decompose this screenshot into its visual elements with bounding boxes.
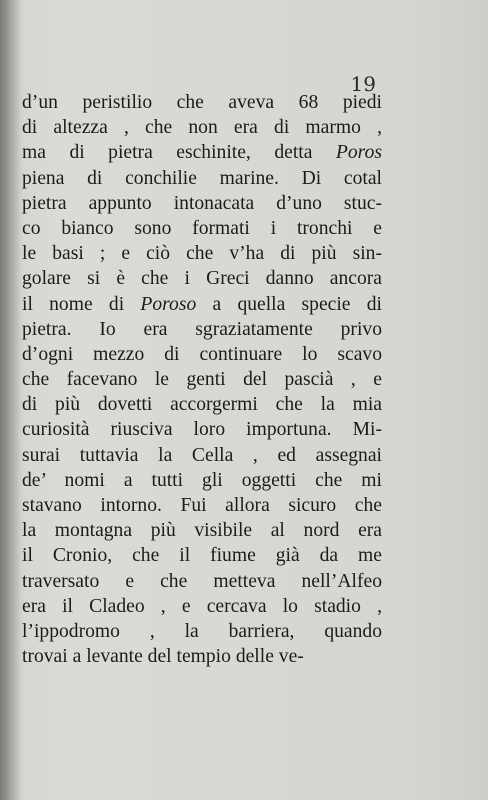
text-line: curiosità riusciva loro importuna. Mi- — [22, 419, 382, 441]
text-line: d’un peristilio che aveva 68 piedi — [22, 92, 382, 113]
text-line: la montagna più visibile al nord era — [22, 520, 382, 542]
text-line: pietra. Io era sgraziatamente privo — [22, 318, 382, 340]
body-text — [22, 90, 382, 669]
text-line: che facevano le genti del pascià , e — [22, 369, 382, 391]
text-line: surai tuttavia la Cella , ed assegnai — [22, 444, 382, 466]
text-line: il nome di Poroso a quella specie di — [22, 293, 382, 315]
text-line: de’ nomi a tutti gli oggetti che mi — [22, 469, 382, 491]
text-line: le basi ; e ciò che v’ha di più sin- — [22, 243, 382, 265]
text-line: di più dovetti accorgermi che la mia — [22, 394, 382, 416]
text-line: trovai a levante del tempio delle ve- — [22, 646, 304, 668]
text-line: d’ogni mezzo di continuare lo scavo — [22, 343, 382, 365]
text-line: piena di conchilie marine. Di cotal — [22, 167, 382, 189]
text-line: stavano intorno. Fui allora sicuro che — [22, 495, 382, 516]
text-line: co bianco sono formati i tronchi e — [22, 217, 382, 239]
text-line: ma di pietra eschinite, detta Poros — [22, 142, 382, 164]
text-line: di altezza , che non era di marmo , — [22, 117, 382, 139]
text-line: era il Cladeo , e cercava lo stadio , — [22, 595, 382, 617]
text-line: pietra appunto intonacata d’uno stuc- — [22, 192, 382, 214]
text-line: traversato e che metteva nell’Alfeo — [22, 570, 382, 592]
text-line: il Cronio, che il fiume già da me — [22, 545, 382, 567]
text-line: golare si è che i Greci danno ancora — [22, 268, 382, 290]
text-line: l’ippodromo , la barriera, quando — [22, 620, 382, 642]
binding-shadow — [0, 0, 20, 800]
page-number: 19 — [350, 72, 376, 96]
